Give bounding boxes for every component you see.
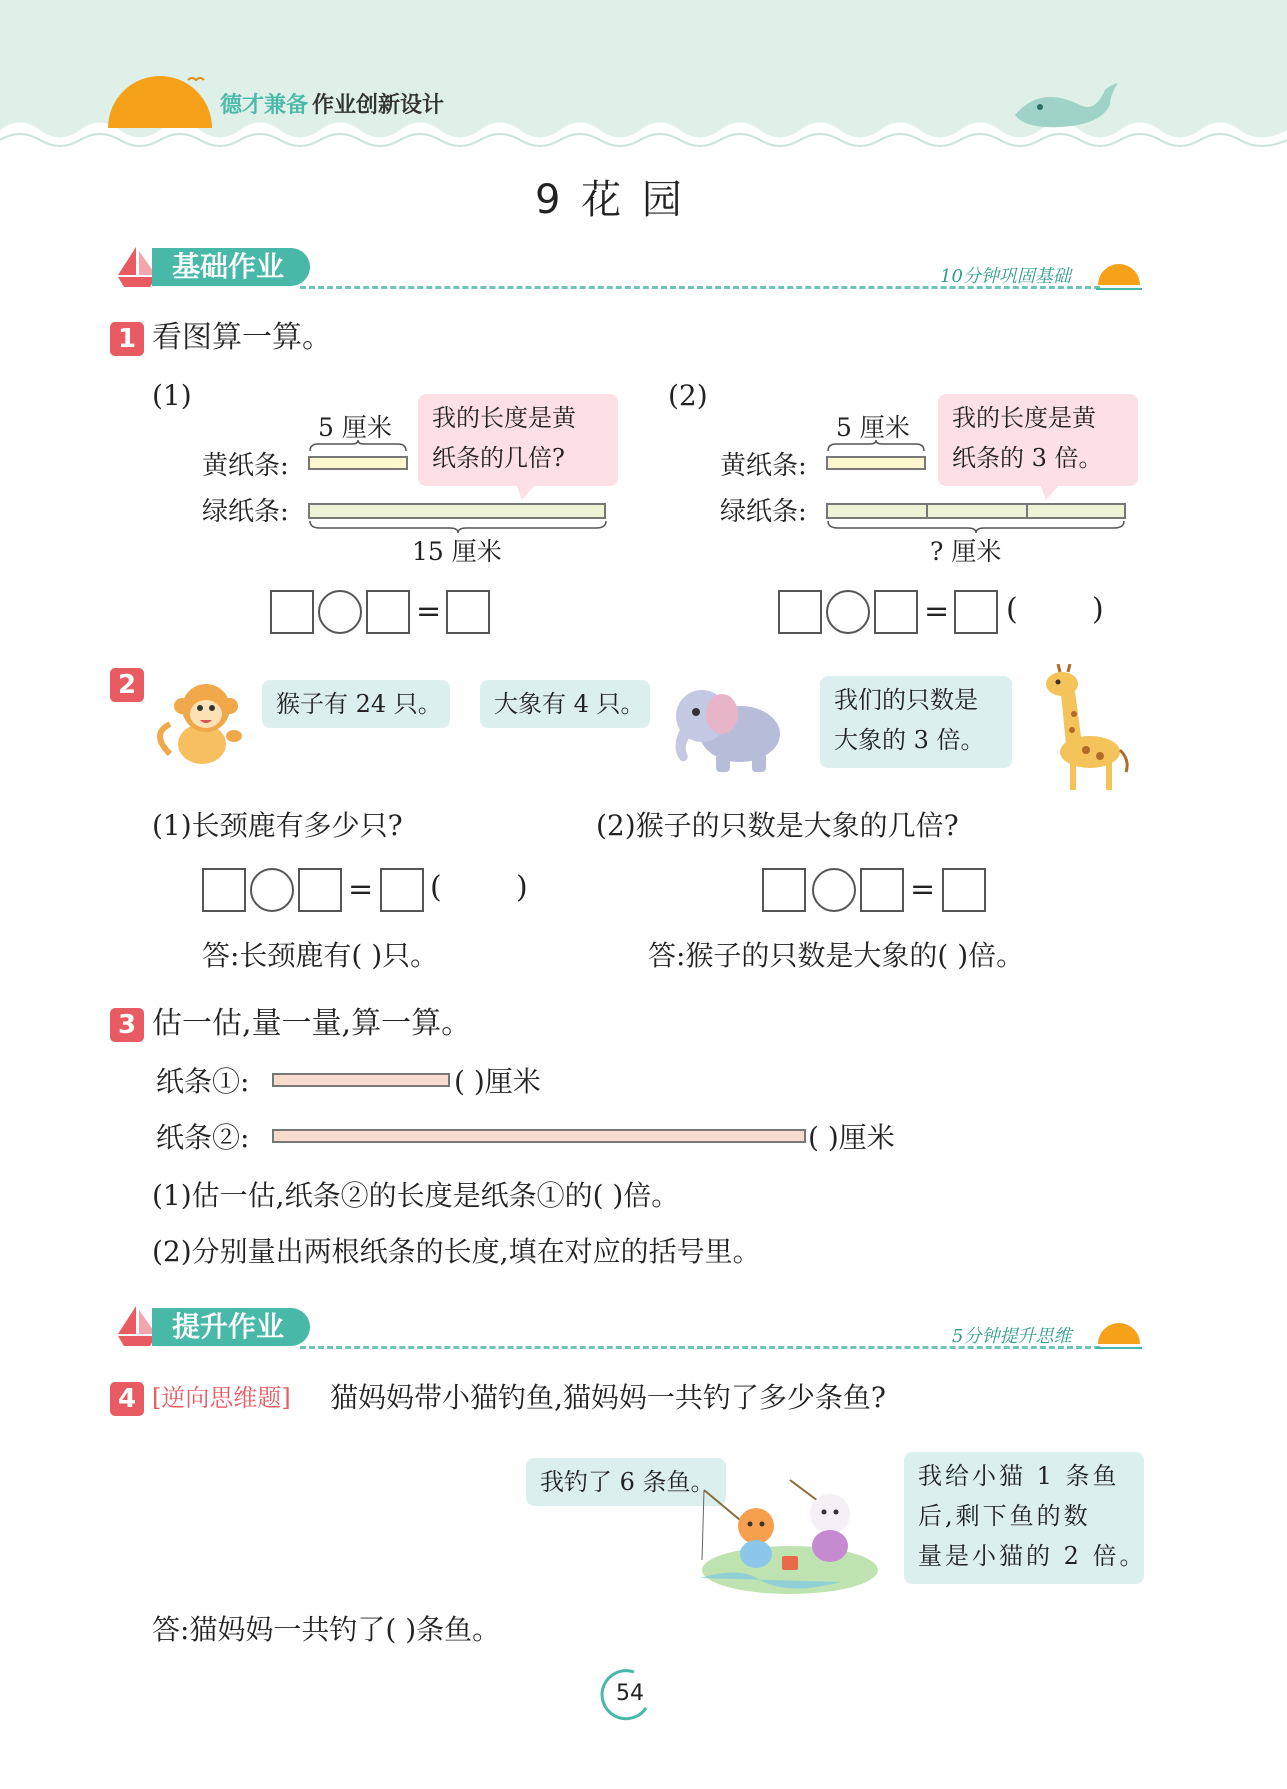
q1-part2-equals-sign: =: [924, 594, 950, 629]
q1-part1-green-strip: [308, 503, 606, 519]
q2-eq1-equals-sign: =: [348, 872, 374, 907]
section-advanced-note: 5分钟提升思维: [952, 1326, 1072, 1347]
q1-part2-bottom-brace: [826, 520, 1126, 534]
q4-mother-bubble-line1: 我给小猫 1 条鱼: [918, 1462, 1120, 1490]
q1-part2-answer-box-2[interactable]: [874, 590, 918, 634]
q2-eq2-operator-circle[interactable]: [812, 868, 856, 912]
whale-icon: [1010, 75, 1120, 135]
q1-part2-answer-box-1[interactable]: [778, 590, 822, 634]
sun-icon: [1094, 255, 1144, 295]
q2-eq1-box-1[interactable]: [202, 868, 246, 912]
q3-strip1-label: 纸条①:: [156, 1065, 250, 1098]
q2-answer1: 答:长颈鹿有( )只。: [202, 939, 439, 972]
q1-part1-green-label: 绿纸条:: [202, 497, 289, 527]
q1-part2-green-divider-2: [1026, 503, 1028, 519]
elephant-icon: [660, 676, 790, 776]
q1-number-badge: 1: [110, 322, 144, 356]
q1-part1-yellow-label: 黄纸条:: [202, 451, 289, 481]
q2-eq1-result-box[interactable]: [380, 868, 424, 912]
q2-eq2-box-2[interactable]: [860, 868, 904, 912]
sun-icon: [1094, 1314, 1144, 1354]
q2-eq2-box-1[interactable]: [762, 868, 806, 912]
q1-part1-answer-box-2[interactable]: [366, 590, 410, 634]
q1-part1-top-length: 5 厘米: [318, 413, 392, 442]
page-number: 54: [616, 1681, 644, 1706]
header-series: 作业创新设计: [312, 93, 445, 118]
q1-part1-label: (1): [152, 379, 192, 412]
giraffe-icon: [1030, 664, 1140, 794]
q3-sub1: (1)估一估,纸条②的长度是纸条①的( )倍。: [152, 1179, 680, 1212]
q1-part2-bubble-line2: 纸条的 3 倍。: [952, 444, 1103, 472]
q1-part2-green-strip: [826, 503, 1126, 519]
q3-number-badge: 3: [110, 1008, 144, 1042]
q2-eq1-paren-close: ): [516, 870, 528, 905]
q1-part2-bubble-tail: [1040, 484, 1060, 500]
q1-part1-top-brace: [308, 440, 408, 452]
q3-sub2: (2)分别量出两根纸条的长度,填在对应的括号里。: [152, 1235, 761, 1268]
q4-mother-bubble-line3: 量是小猫的 2 倍。: [918, 1542, 1147, 1570]
q1-part2-top-brace: [826, 440, 926, 452]
q1-part2-paren-open: (: [1006, 592, 1018, 627]
q1-part2-yellow-label: 黄纸条:: [720, 451, 807, 481]
q1-part2-bottom-length: ? 厘米: [930, 537, 1002, 566]
q2-giraffe-bubble: [820, 676, 1012, 768]
q1-part1-bottom-brace: [308, 520, 608, 534]
q4-kitten-bubble: 我钓了 6 条鱼。: [526, 1458, 726, 1506]
q4-mother-bubble-line2: 后,剩下鱼的数: [918, 1502, 1091, 1530]
q2-answer2: 答:猴子的只数是大象的( )倍。: [648, 939, 1025, 972]
q4-number-badge: 4: [110, 1382, 144, 1416]
section-basic-label: 基础作业: [152, 248, 310, 286]
q1-part1-equals-sign: =: [416, 594, 442, 629]
q1-part2-top-length: 5 厘米: [836, 413, 910, 442]
q3-prompt: 估一估,量一量,算一算。: [152, 1006, 472, 1041]
q4-tag: [逆向思维题]: [152, 1384, 291, 1412]
monkey-icon: [150, 674, 250, 774]
q4-answer: 答:猫妈妈一共钓了( )条鱼。: [152, 1613, 501, 1646]
q4-prompt: 猫妈妈带小猫钓鱼,猫妈妈一共钓了多少条鱼?: [330, 1381, 886, 1414]
q1-part1-result-box[interactable]: [446, 590, 490, 634]
q1-part1-operator-circle[interactable]: [318, 590, 362, 634]
q1-part2-yellow-strip: [826, 456, 926, 470]
q1-part1-yellow-strip: [308, 456, 408, 470]
q2-elephant-bubble: 大象有 4 只。: [480, 680, 650, 728]
header-brand: 德才兼备: [220, 93, 309, 118]
q2-monkey-bubble: 猴子有 24 只。: [262, 680, 450, 728]
q1-part1-speech-bubble: [418, 394, 618, 486]
q1-part2-paren-close: ): [1092, 592, 1104, 627]
q1-part1-bottom-length: 15 厘米: [412, 537, 502, 566]
q2-eq2-equals-sign: =: [910, 872, 936, 907]
q1-part1-bubble-tail: [516, 484, 536, 500]
q1-part2-result-box[interactable]: [954, 590, 998, 634]
q1-part1-bubble-line1: 我的长度是黄: [432, 404, 576, 432]
q1-part2-speech-bubble: [938, 394, 1138, 486]
section-basic-note: 10分钟巩固基础: [940, 266, 1071, 287]
q2-eq1-box-2[interactable]: [298, 868, 342, 912]
q2-giraffe-bubble-line1: 我们的只数是: [834, 686, 978, 714]
q1-part2-unit-blank[interactable]: [1022, 592, 1092, 632]
q1-part2-operator-circle[interactable]: [826, 590, 870, 634]
q2-eq1-unit-blank[interactable]: [446, 870, 516, 910]
sun-logo-icon: [100, 60, 220, 130]
q1-prompt: 看图算一算。: [152, 320, 332, 355]
q3-strip1: [272, 1073, 450, 1087]
q2-sub1: (1)长颈鹿有多少只?: [152, 809, 403, 842]
cats-fishing-icon: [700, 1470, 880, 1596]
q3-strip2-unit: ( )厘米: [808, 1121, 895, 1154]
q1-part2-green-divider-1: [926, 503, 928, 519]
q1-part2-label: (2): [668, 379, 708, 412]
q3-strip2: [272, 1129, 806, 1143]
q3-strip2-label: 纸条②:: [156, 1121, 250, 1154]
section-advanced-label: 提升作业: [152, 1308, 310, 1346]
q4-mother-bubble: [904, 1452, 1147, 1584]
q1-part1-bubble-line2: 纸条的几倍?: [432, 444, 565, 472]
q2-number-badge: 2: [110, 668, 144, 702]
q1-part1-answer-box-1[interactable]: [270, 590, 314, 634]
q2-eq1-operator-circle[interactable]: [250, 868, 294, 912]
q2-giraffe-bubble-line2: 大象的 3 倍。: [834, 726, 985, 754]
q2-eq1-paren-open: (: [430, 870, 442, 905]
q1-part2-bubble-line1: 我的长度是黄: [952, 404, 1096, 432]
q3-strip1-unit: ( )厘米: [454, 1065, 541, 1098]
q2-sub2: (2)猴子的只数是大象的几倍?: [596, 809, 959, 842]
q1-part2-green-label: 绿纸条:: [720, 497, 807, 527]
q2-eq2-result-box[interactable]: [942, 868, 986, 912]
page-title: 9 花 园: [535, 177, 686, 223]
